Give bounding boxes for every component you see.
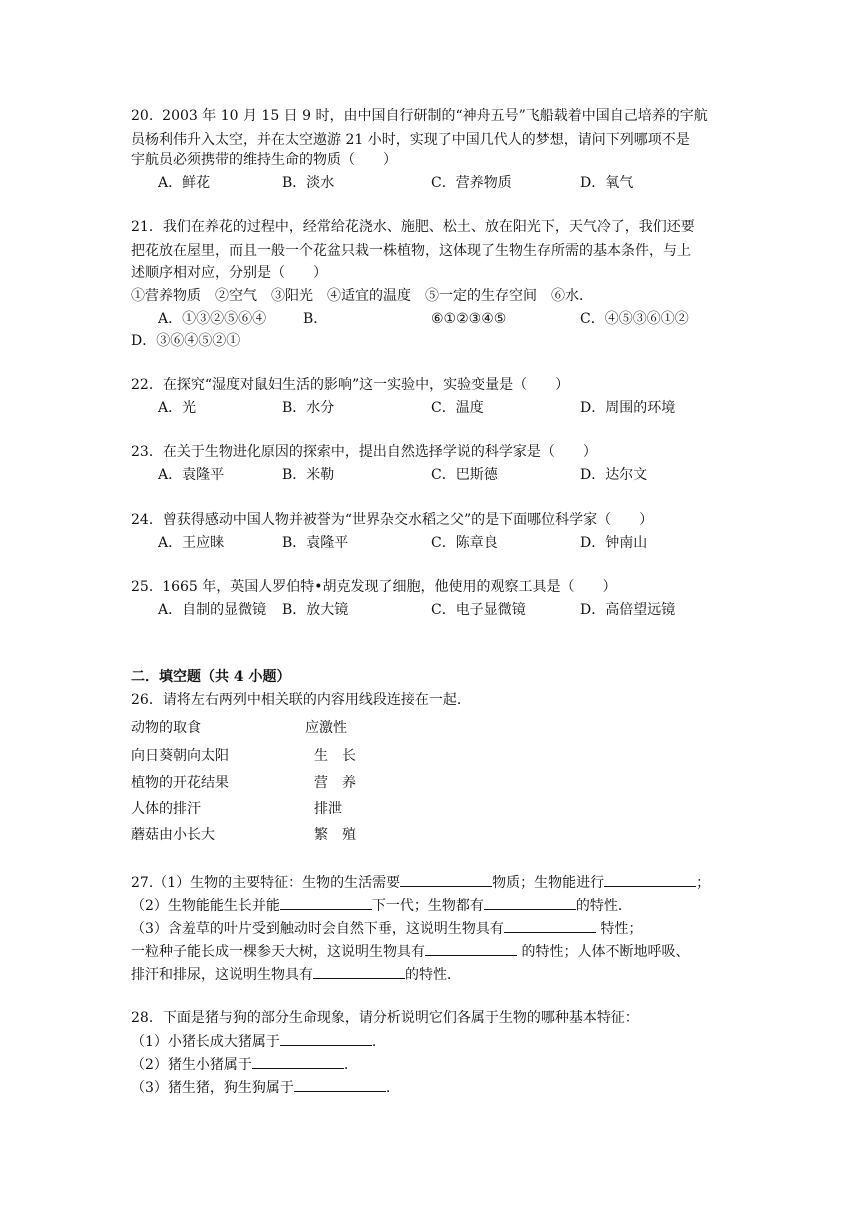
q26-left-item-5[interactable]: 蘑菇由小长大 [131, 827, 215, 843]
q28-blank-3[interactable] [294, 1077, 386, 1092]
q24-line-1: 24．曾获得感动中国人物并被誉为“世界杂交水稻之父”的是下面哪位科学家（ ） [131, 512, 654, 528]
q28-item-2 [131, 1054, 348, 1075]
q21-line-3: 述顺序相对应，分别是（ ） [131, 265, 327, 281]
q22-option-c[interactable]: C．温度 [431, 400, 484, 416]
q27-text-4b: 的特性；人体不断地呼吸、 [517, 944, 690, 960]
q20-option-a[interactable]: A．鲜花 [158, 175, 211, 191]
q27-blank-1[interactable] [400, 872, 492, 887]
q23-option-c[interactable]: C．巴斯德 [431, 467, 498, 483]
q25-option-c[interactable]: C．电子显微镜 [431, 602, 526, 618]
q28-line-1: 28．下面是猪与狗的部分生命现象，请分析说明它们各属于生物的哪种基本特征： [131, 1010, 639, 1026]
q20-line-1: 20. 2003 年 10 月 15 日 9 时，由中国自行研制的“神舟五号”飞船载着中国自己培养的宇航 [131, 108, 708, 124]
q23-option-b[interactable]: B．米勒 [282, 467, 335, 483]
q27-text-5a: 排汗和排尿，这说明生物具有 [131, 967, 313, 983]
q26-right-item-2[interactable]: 生 长 [314, 748, 356, 764]
q23-option-a[interactable]: A．袁隆平 [158, 467, 225, 483]
q26-right-item-4[interactable]: 排泄 [314, 801, 342, 817]
q25-line-1: 25. 1665 年，英国人罗伯特•胡克发现了细胞，他使用的观察工具是（ ） [131, 579, 617, 595]
q28-item-1 [131, 1031, 376, 1052]
q22-option-b[interactable]: B．水分 [282, 400, 335, 416]
q23-option-d[interactable]: D．达尔文 [580, 467, 648, 483]
q27-text-1a: 27.（1）生物的主要特征：生物的生活需要 [131, 875, 401, 891]
q26-right-item-1[interactable]: 应激性 [305, 720, 347, 736]
q27-text-4a: 一粒种子能长成一棵参天大树，这说明生物具有 [131, 944, 425, 960]
q28-item-3 [131, 1077, 390, 1098]
q24-option-c[interactable]: C．陈章良 [431, 535, 498, 551]
q21-option-b[interactable]: B． [303, 311, 328, 327]
q23-line-1: 23．在关于生物进化原因的探索中，提出自然选择学说的科学家是（ ） [131, 444, 597, 460]
q27-blank-2[interactable] [604, 872, 696, 887]
q21-line-2: 把花放在屋里，而且一般一个花盆只栽一株植物，这体现了生物生存所需的基本条件，与上 [131, 243, 691, 259]
q20-option-c[interactable]: C．营养物质 [431, 175, 512, 191]
q27-blank-6[interactable] [425, 941, 517, 956]
q26-right-item-3[interactable]: 营 养 [314, 775, 356, 791]
q28-text-2: （2）猪生小猪属于 [131, 1057, 252, 1073]
q27-blank-3[interactable] [280, 895, 372, 910]
q28-text-1: （1）小猪长成大猪属于 [131, 1034, 280, 1050]
q26-right-item-5[interactable]: 繁 殖 [314, 827, 356, 843]
q27-line-4 [131, 941, 689, 962]
q27-blank-4[interactable] [484, 895, 576, 910]
q27-blank-5[interactable] [504, 918, 596, 933]
q22-option-d[interactable]: D．周围的环境 [580, 400, 676, 416]
q20-line-2: 员杨利伟升入太空，并在太空遨游 21 小时，实现了中国几代人的梦想，请问下列哪项不是 [131, 132, 690, 148]
q28-end-3: . [385, 1080, 391, 1096]
q25-option-a[interactable]: A．自制的显微镜 [158, 602, 267, 618]
q26-line-1: 26．请将左右两列中相关联的内容用线段连接在一起． [131, 692, 471, 708]
q26-left-item-2[interactable]: 向日葵朝向太阳 [131, 748, 229, 764]
q27-text-5b: 的特性． [405, 967, 461, 983]
q24-option-a[interactable]: A．王应睐 [158, 535, 225, 551]
q26-left-item-3[interactable]: 植物的开花结果 [131, 775, 229, 791]
q21-option-c[interactable]: C．④⑤③⑥①② [580, 311, 689, 327]
q24-option-b[interactable]: B．袁隆平 [282, 535, 349, 551]
q27-line-3 [131, 918, 642, 939]
q27-text-1c: ； [696, 875, 711, 891]
q25-option-b[interactable]: B．放大镜 [282, 602, 349, 618]
q28-end-1: . [371, 1034, 377, 1050]
q20-option-b[interactable]: B．淡水 [282, 175, 335, 191]
q24-option-d[interactable]: D．钟南山 [580, 535, 648, 551]
q21-option-a[interactable]: A．①③②⑤⑥④ [158, 311, 267, 327]
q27-blank-7[interactable] [313, 964, 405, 979]
q27-line-5 [131, 964, 461, 985]
q26-left-item-1[interactable]: 动物的取食 [131, 720, 201, 736]
q26-left-item-4[interactable]: 人体的排汗 [131, 801, 201, 817]
q27-text-3a: （3）含羞草的叶片受到触动时会自然下垂，这说明生物具有 [131, 921, 504, 937]
q21-line-1: 21．我们在养花的过程中，经常给花浇水、施肥、松土、放在阳光下，天气冷了，我们还要 [131, 219, 695, 235]
q27-text-3b: 特性； [595, 921, 643, 937]
q28-blank-1[interactable] [280, 1031, 372, 1046]
q28-end-2: . [343, 1057, 349, 1073]
q21-option-d[interactable]: D．③⑥④⑤②① [131, 333, 241, 349]
q27-text-2c: 的特性． [575, 898, 632, 914]
q28-text-3: （3）猪生猪，狗生狗属于 [131, 1080, 294, 1096]
q25-option-d[interactable]: D．高倍望远镜 [580, 602, 676, 618]
q27-line-2 [131, 895, 632, 916]
q27-text-1b: 物质；生物能进行 [492, 875, 605, 891]
q21-items: ①营养物质 ②空气 ③阳光 ④适宜的温度 ⑤一定的生存空间 ⑥水． [131, 288, 593, 304]
q27-text-2b: 下一代；生物都有 [371, 898, 484, 914]
section-title: 二．填空题（共 4 小题） [131, 669, 291, 685]
q21-option-b-value: ⑥①②③④⑤ [431, 311, 507, 327]
q27-text-2a: （2）生物能能生长并能 [131, 898, 280, 914]
q28-blank-2[interactable] [252, 1054, 344, 1069]
q22-option-a[interactable]: A．光 [158, 400, 197, 416]
q20-option-d[interactable]: D．氧气 [580, 175, 634, 191]
q22-line-1: 22．在探究“湿度对鼠妇生活的影响”这一实验中，实验变量是（ ） [131, 377, 570, 393]
q20-line-3: 宇航员必须携带的维持生命的物质（ ） [131, 152, 397, 168]
q27-line-1 [131, 872, 710, 893]
